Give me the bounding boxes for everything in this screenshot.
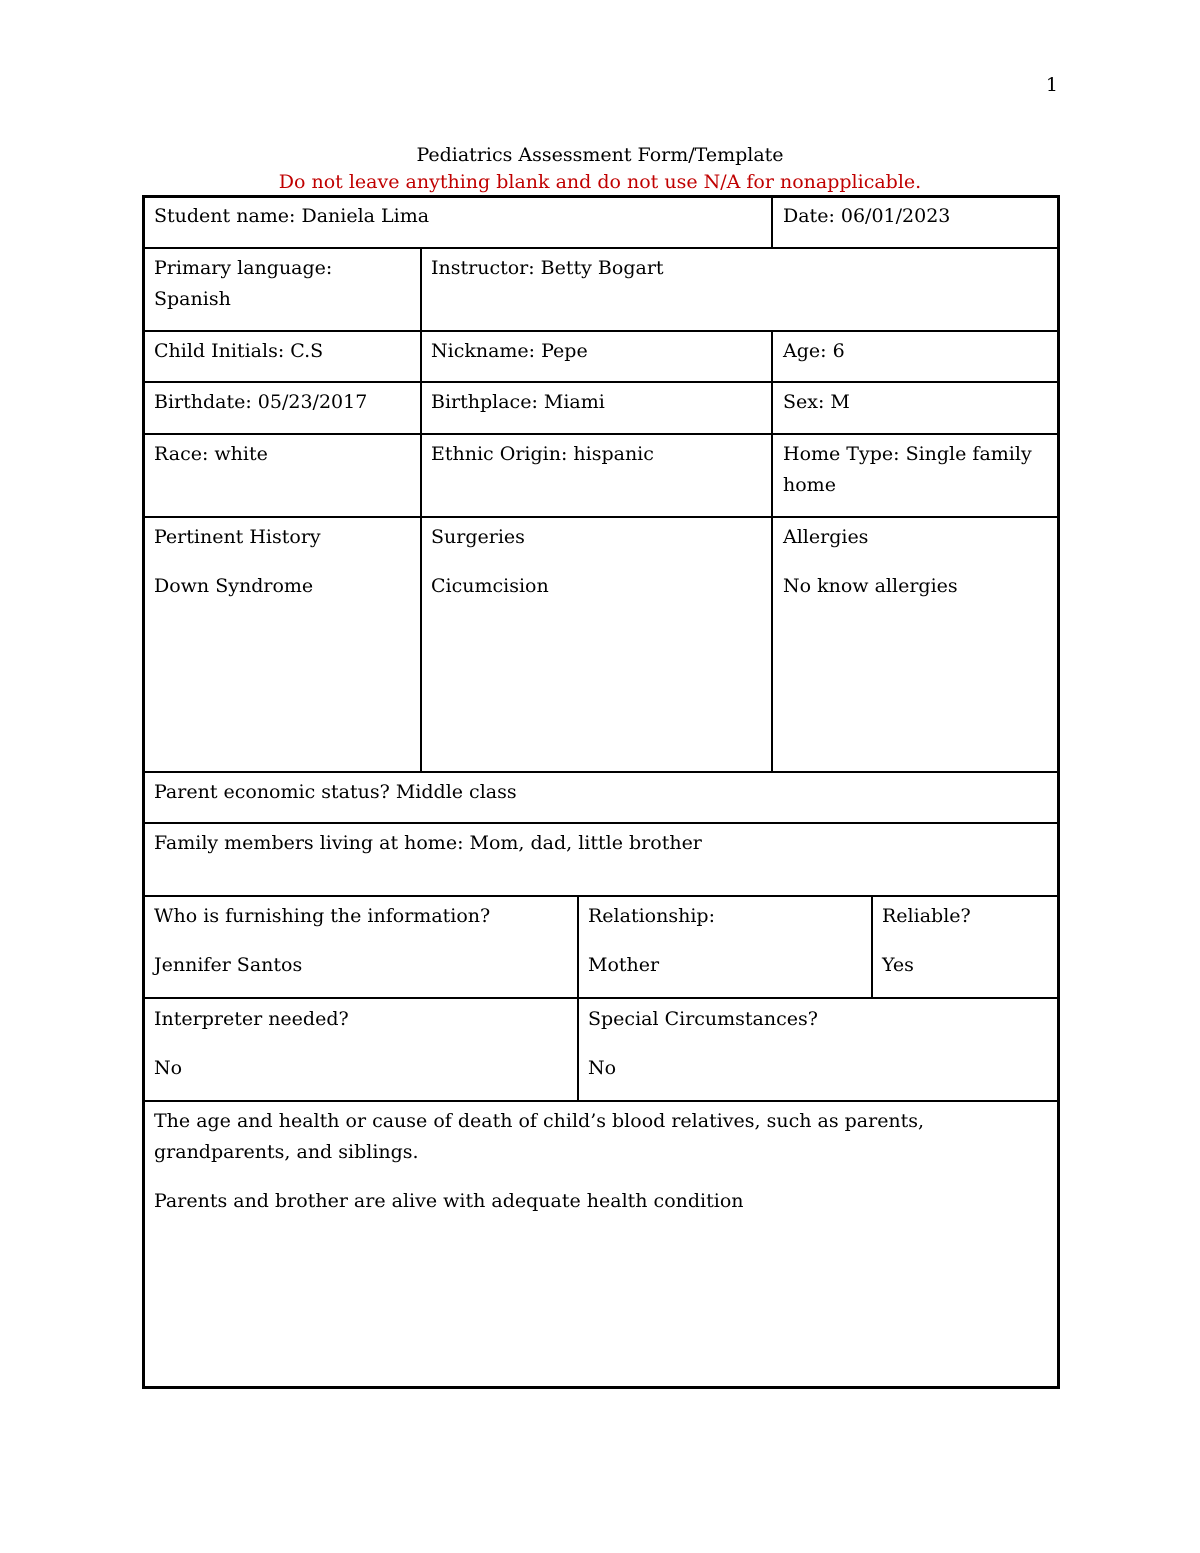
relationship-label: Relationship: [588,905,715,927]
ethnic-origin-cell [422,435,771,474]
primary-language-label: Primary language: [154,257,333,279]
ethnic-origin: Ethnic Origin: hispanic [431,443,654,465]
family-members-cell [145,824,1057,863]
child-initials: Child Initials: C.S [154,340,324,362]
birthdate-cell [145,383,420,422]
instructor: Instructor: Betty Bogart [431,257,664,279]
race-cell [145,435,420,474]
pertinent-history-value: Down Syndrome [154,575,314,597]
primary-language-value: Spanish [154,288,231,310]
sex: Sex: M [783,391,850,413]
allergies-label: Allergies [783,526,869,548]
assessment-date: Date: 06/01/2023 [783,205,951,227]
surgeries-cell [422,518,771,606]
age-cell [774,332,1057,371]
economic-status-cell [145,773,1057,812]
informant-cell [145,897,577,985]
date-cell [774,197,1057,236]
reliable-label: Reliable? [882,905,971,927]
reliable-cell [873,897,1057,985]
column-divider [771,195,773,248]
pertinent-history-label: Pertinent History [154,526,321,548]
instructor-cell [422,249,1057,288]
informant-label: Who is furnishing the information? [154,905,491,927]
special-circumstances-cell [579,1000,1057,1088]
age: Age: 6 [783,340,845,362]
family-health-question: The age and health or cause of death of child’s blood relatives, such as parents, grandparents, and siblings. [154,1110,925,1163]
nickname-cell [422,332,771,371]
allergies-value: No know allergies [783,575,958,597]
nickname: Nickname: Pepe [431,340,588,362]
form-title: Pediatrics Assessment Form/Template [416,144,784,166]
student-name: Student name: Daniela Lima [154,205,430,227]
relationship-cell [579,897,871,985]
page-number: 1 [1045,74,1058,96]
race: Race: white [154,443,268,465]
table-border [1057,195,1060,1389]
birthdate: Birthdate: 05/23/2017 [154,391,368,413]
student-name-cell [145,197,771,236]
family-health-answer: Parents and brother are alive with adequate health condition [154,1190,744,1212]
home-type: Home Type: Single family home [783,443,1032,496]
birthplace: Birthplace: Miami [431,391,605,413]
table-border [142,1386,1060,1389]
relationship-value: Mother [588,954,660,976]
child-initials-cell [145,332,420,371]
home-type-cell [774,435,1057,505]
family-health-cell [145,1102,1057,1221]
column-divider [771,331,773,772]
special-circumstances-label: Special Circumstances? [588,1008,818,1030]
economic-status: Parent economic status? Middle class [154,781,517,803]
surgeries-value: Cicumcision [431,575,549,597]
warning-note: Do not leave anything blank and do not use N/A for nonapplicable. [278,171,922,193]
special-circumstances-value: No [588,1057,617,1079]
informant-value: Jennifer Santos [154,954,303,976]
surgeries-label: Surgeries [431,526,525,548]
row-divider [142,997,1060,999]
birthplace-cell [422,383,771,422]
pertinent-history-cell [145,518,420,606]
allergies-cell [774,518,1057,606]
interpreter-value: No [154,1057,183,1079]
column-divider [420,248,422,772]
family-members: Family members living at home: Mom, dad, little brother [154,832,702,854]
primary-language-cell [145,249,420,319]
sex-cell [774,383,1057,422]
reliable-value: Yes [882,954,914,976]
interpreter-label: Interpreter needed? [154,1008,349,1030]
interpreter-cell [145,1000,577,1088]
